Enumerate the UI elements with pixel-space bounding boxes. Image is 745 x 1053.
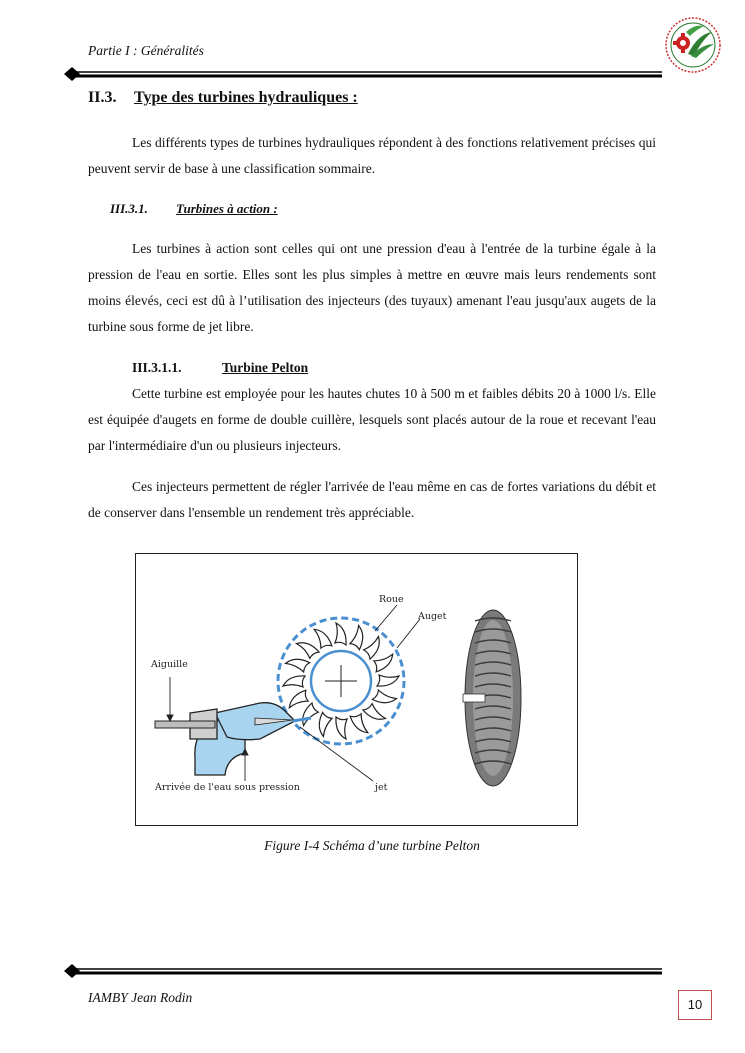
turbine-wheel-diagram: [278, 618, 404, 744]
subsubsection-title: Turbine Pelton: [222, 360, 309, 375]
subsection-title: Turbines à action :: [176, 201, 278, 216]
running-header: Partie I : Généralités: [88, 43, 204, 58]
subsection-number: III.3.1.: [110, 201, 148, 216]
subsubsection-number: III.3.1.1.: [132, 360, 182, 375]
label-roue: Roue: [379, 594, 404, 605]
label-auget: Auget: [418, 611, 447, 622]
page-number: 10: [678, 990, 712, 1020]
action-turbines-paragraph: Les turbines à action sont celles qui ont une pression d'eau à l'entrée de la turbine égale à la pression de l'eau en sortie. Elles sont les plus simples à mettre en œuvre mais leurs rendements sont moins élevés, ceci est dû à l’utilisation des injecteurs (des tuyaux) amenant l'eau jusqu'aux augets de la turbine sous forme de jet libre.: [88, 241, 656, 334]
pelton-turbine-figure: [135, 553, 578, 826]
subsubsection-heading: [132, 360, 308, 376]
figure-caption: Figure I-4 Schéma d’une turbine Pelton: [264, 838, 480, 853]
header-rule: [64, 66, 662, 84]
pelton-paragraph-1: Cette turbine est employée pour les hautes chutes 10 à 500 m et faibles débits 20 à 1000 l/s. Elle est équipée d'augets en forme de double cuillère, lesquels sont placés autour de la roue et recevant l'eau par l'intermédiaire d'un ou plusieurs injecteurs.: [88, 386, 656, 453]
section-number: II.3.: [88, 89, 117, 106]
footer-author: IAMBY Jean Rodin: [88, 990, 193, 1005]
label-aiguille: Aiguille: [151, 659, 188, 670]
section-title: Type des turbines hydrauliques :: [134, 89, 358, 106]
pelton-paragraph-2: Ces injecteurs permettent de régler l'arrivée de l'eau même en cas de fortes variations du débit et de conserver dans l'ensemble un rendement très appréciable.: [88, 479, 656, 520]
section-heading: [88, 89, 358, 107]
intro-paragraph: Les différents types de turbines hydrauliques répondent à des fonctions relativement précises qui peuvent servir de base à une classification sommaire.: [88, 135, 656, 176]
label-arrivee: Arrivée de l'eau sous pression: [155, 782, 300, 793]
university-emblem-icon: [664, 16, 722, 74]
footer-rule: [64, 963, 662, 981]
subsection-heading: [110, 201, 278, 217]
label-jet: jet: [375, 782, 388, 793]
